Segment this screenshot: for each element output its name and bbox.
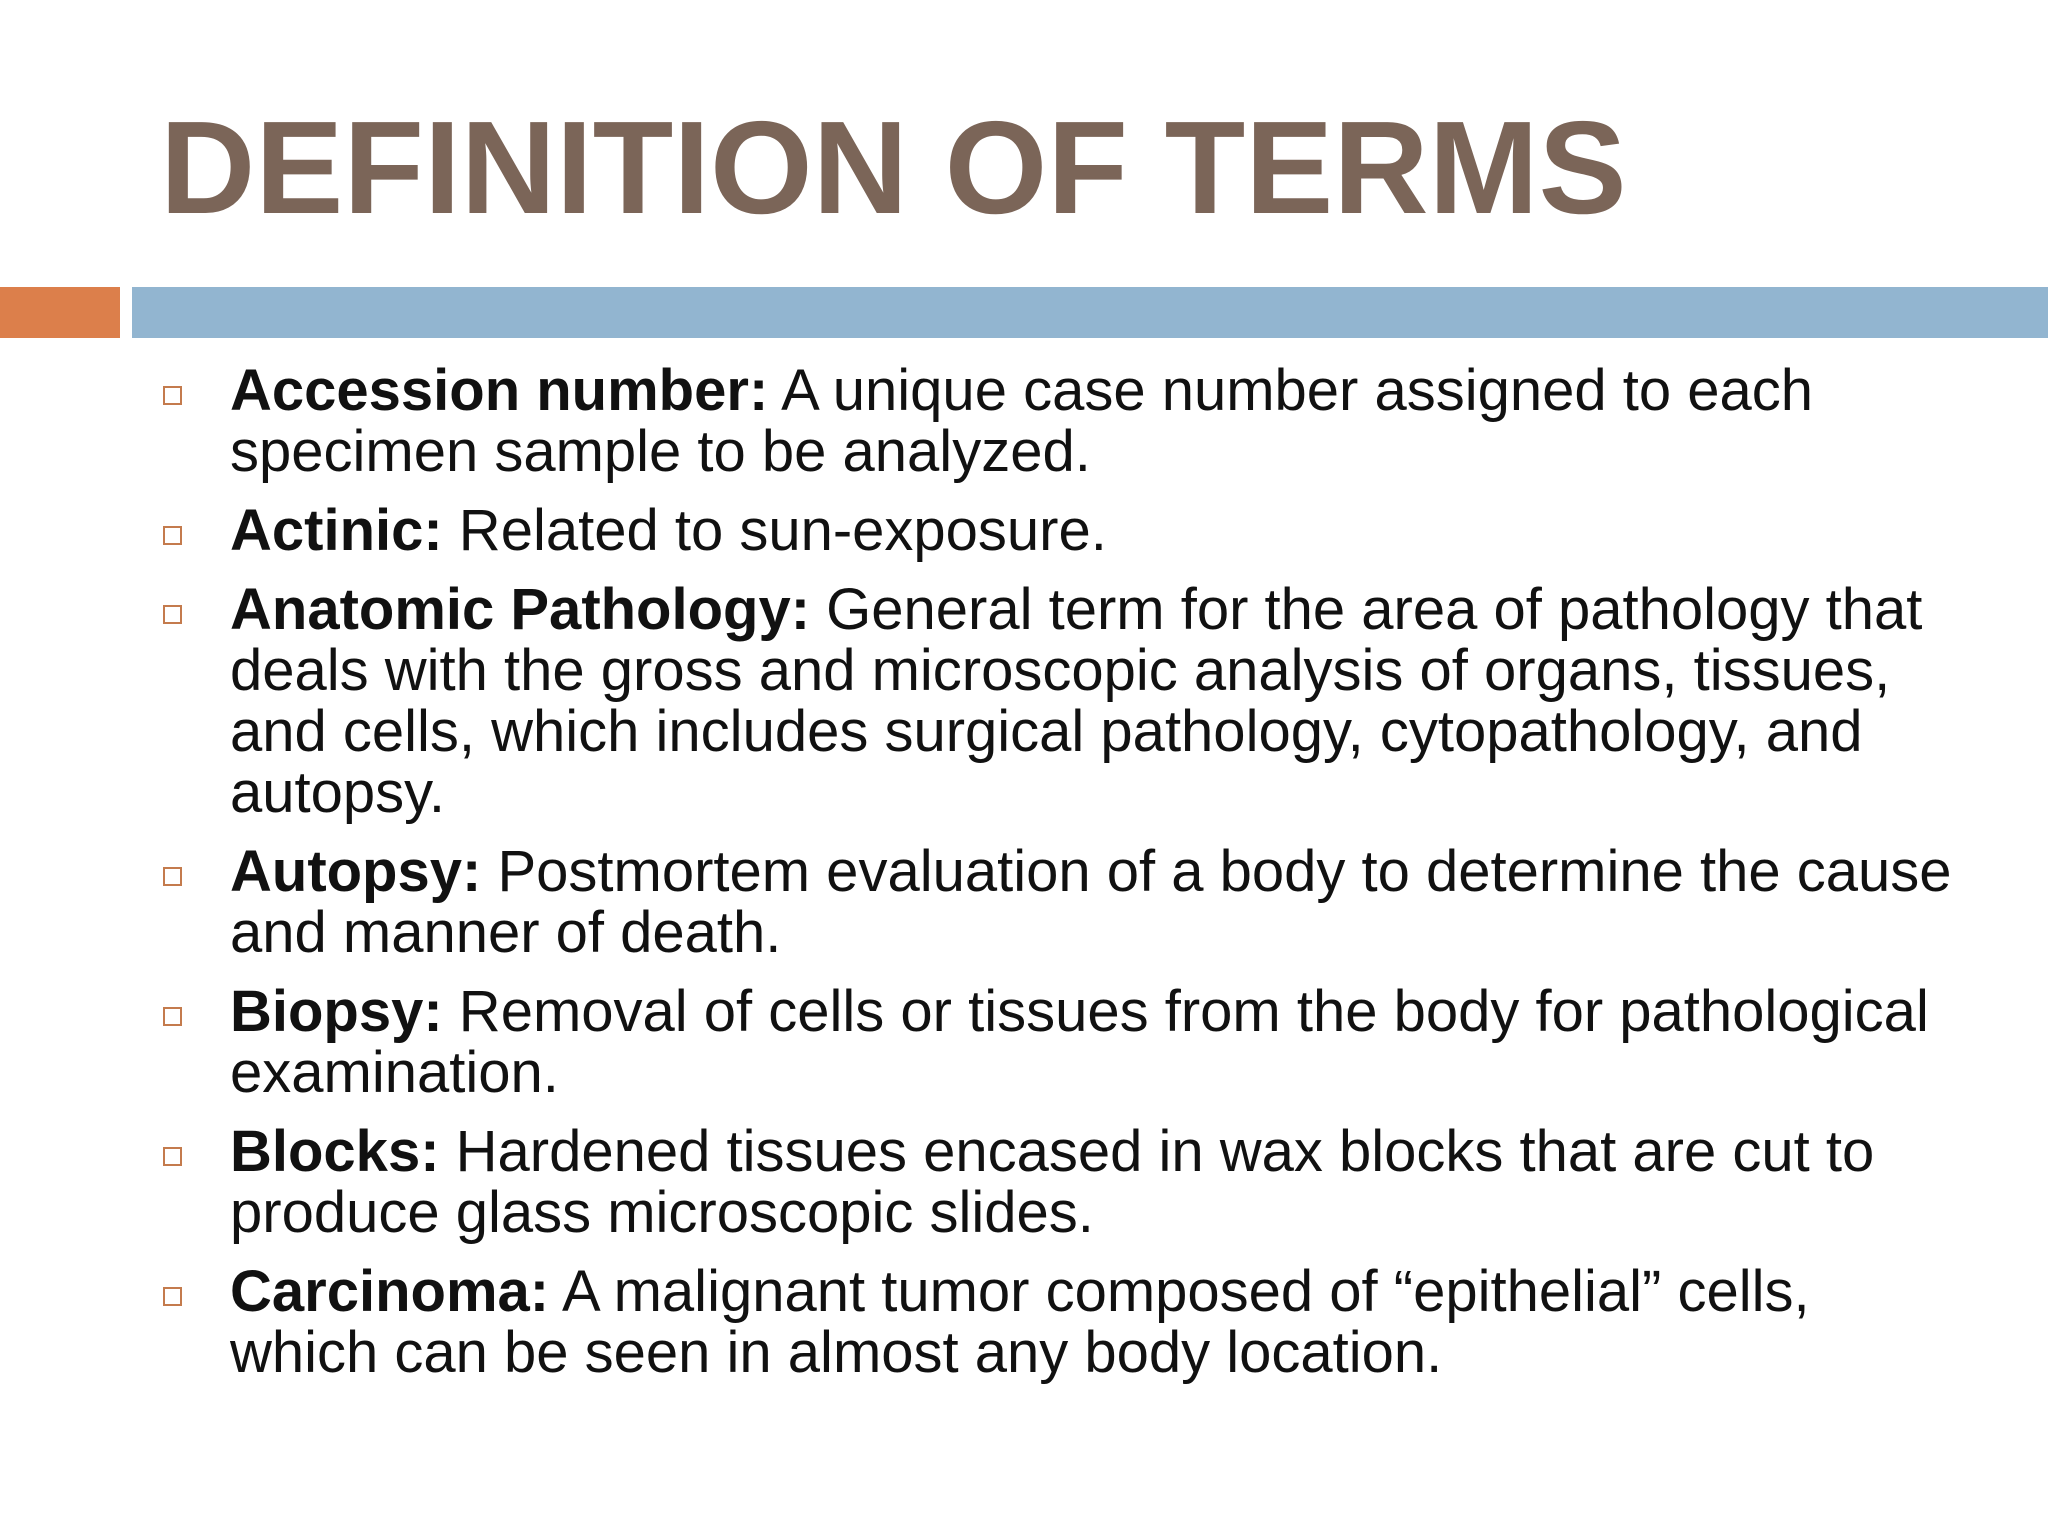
term-item-biopsy — [160, 981, 1960, 1103]
square-outline-icon — [163, 1147, 182, 1166]
accent-bar-orange — [0, 287, 120, 338]
term-item-autopsy — [160, 841, 1960, 963]
term-item-blocks — [160, 1121, 1960, 1243]
square-outline-icon — [163, 605, 182, 624]
term-name: Actinic: — [230, 498, 443, 563]
square-outline-icon — [163, 1007, 182, 1026]
term-definition: A malignant tumor composed of “epithelial” cells, which can be seen in almost any body location. — [230, 1259, 1810, 1385]
slide-title: DEFINITION OF TERMS — [160, 94, 1627, 241]
square-outline-icon — [163, 867, 182, 886]
term-definition: Postmortem evaluation of a body to determine the cause and manner of death. — [230, 839, 1952, 965]
term-name: Biopsy: — [230, 979, 443, 1044]
term-definition: Removal of cells or tissues from the body for pathological examination. — [230, 979, 1929, 1105]
square-outline-icon — [163, 1287, 182, 1306]
term-definition: Related to sun-exposure. — [442, 498, 1107, 563]
term-item-anatomic-pathology — [160, 579, 1960, 823]
term-name: Autopsy: — [230, 839, 482, 904]
term-definition: A unique case number assigned to each specimen sample to be analyzed. — [230, 358, 1814, 484]
square-outline-icon — [163, 526, 182, 545]
term-item-accession-number — [160, 360, 1960, 482]
term-name: Anatomic Pathology: — [230, 577, 811, 642]
terms-list — [160, 360, 1960, 1401]
term-item-actinic — [160, 500, 1960, 561]
term-definition: Hardened tissues encased in wax blocks that are cut to produce glass microscopic slides. — [230, 1119, 1875, 1245]
term-item-carcinoma — [160, 1261, 1960, 1383]
term-name: Accession number: — [230, 358, 769, 423]
term-name: Blocks: — [230, 1119, 440, 1184]
term-name: Carcinoma: — [230, 1259, 550, 1324]
accent-bar-blue — [132, 287, 2048, 338]
square-outline-icon — [163, 386, 182, 405]
term-definition: General term for the area of pathology that deals with the gross and microscopic analysis of organs, tissues, and cells, which includes surgical pathology, cytopathology, and autopsy. — [230, 577, 1923, 825]
